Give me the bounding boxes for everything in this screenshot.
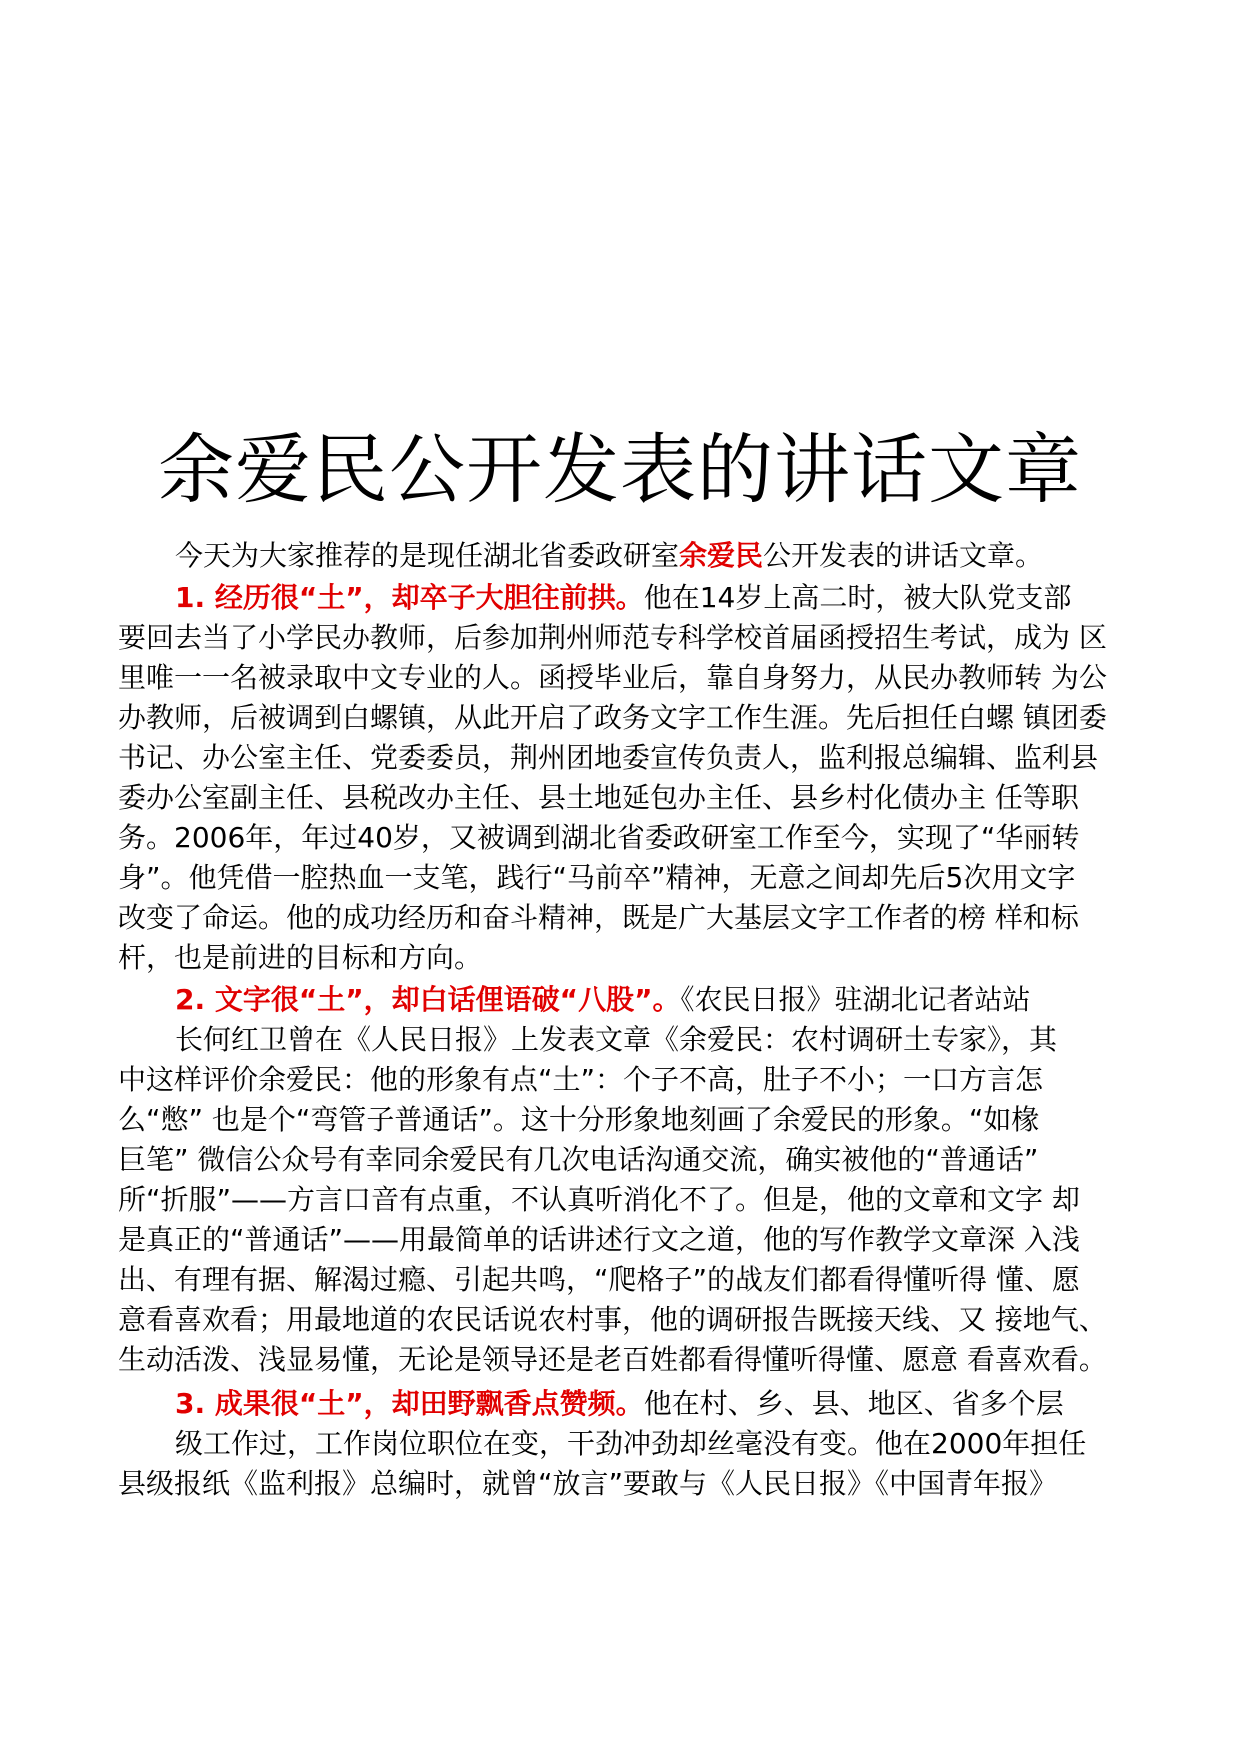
section-1-line: 委办公室副主任、县税改办主任、县土地延包办主任、县乡村化债办主 任等职 [118,781,1079,814]
section-3-heading: 3. 成果很“土”，却田野飘香点赞频。 [175,1387,644,1420]
intro-text-before: 今天为大家推荐的是现任湖北省委政研室 [175,539,680,572]
section-2-first-line [175,980,1125,1020]
section-2-line: 意看喜欢看；用最地道的农民话说农村事，他的调研报告既接天线、又 接地气、 [118,1303,1107,1336]
section-2-indent-line: 长何红卫曾在《人民日报》上发表文章《余爱民：农村调研土专家》，其 [175,1023,1058,1056]
section-2-line: 出、有理有据、解渴过瘾、引起共鸣，“爬格子”的战友们都看得懂听得 懂、愿 [118,1263,1080,1296]
section-1-line: 杆，也是前进的目标和方向。 [118,941,483,974]
section-1-first-text: 他在14岁上高二时，被大队党支部 [643,581,1072,614]
document-title: 余爱民公开发表的讲话文章 [158,425,1082,514]
section-3-first-line [175,1384,1125,1424]
section-2-heading: 2. 文字很“土”，却白话俚语破“八股”。 [175,983,681,1016]
section-1-first-line [175,578,1125,618]
section-2-line: 巨笔” 微信公众号有幸同余爱民有几次电话沟通交流，确实被他的“普通话” [118,1143,1039,1176]
section-1-line: 改变了命运。他的成功经历和奋斗精神，既是广大基层文字工作者的榜 样和标 [118,901,1079,934]
section-1-line: 里唯一一名被录取中文专业的人。函授毕业后，靠自身努力，从民办教师转 为公 [118,661,1107,694]
section-1-heading: 1. 经历很“土”，却卒子大胆往前拱。 [175,581,644,614]
section-2-line: 生动活泼、浅显易懂，无论是领导还是老百姓都看得懂听得懂、愿意 看喜欢看。 [118,1343,1107,1376]
section-1-line: 要回去当了小学民办教师，后参加荆州师范专科学校首届函授招生考试，成为 区 [118,621,1107,654]
intro-paragraph [175,536,1125,576]
section-3-first-text: 他在村、乡、县、地区、省多个层 [643,1387,1064,1420]
section-1-line: 书记、办公室主任、党委委员，荆州团地委宣传负责人，监利报总编辑、监利县 [118,741,1099,774]
section-1-line: 身”。他凭借一腔热血一支笔，践行“马前卒”精神，无意之间却先后5次用文字 [118,861,1076,894]
section-1-line: 务。2006年，年过40岁，又被调到湖北省委政研室工作至今，实现了“华丽转 [118,821,1080,854]
highlight-name: 余爱民 [679,539,764,572]
section-2-first-text: 《农民日报》驻湖北记者站站 [680,983,1031,1016]
intro-text-after: 公开发表的讲话文章。 [763,539,1044,572]
section-2-line: 么“憋” 也是个“弯管子普通话”。这十分形象地刻画了余爱民的形象。“如椽 [118,1103,1040,1136]
section-3-indent-line: 级工作过，工作岗位职位在变，干劲冲劲却丝毫没有变。他在2000年担任 [175,1427,1087,1460]
section-3-line: 县级报纸《监利报》总编时，就曾“放言”要敢与《人民日报》《中国青年报》 [118,1467,1058,1500]
section-2-line: 所“折服”——方言口音有点重，不认真听消化不了。但是，他的文章和文字 却 [118,1183,1080,1216]
section-2-line: 是真正的“普通话”——用最简单的话讲述行文之道，他的写作教学文章深 入浅 [118,1223,1080,1256]
section-1-line: 办教师，后被调到白螺镇，从此开启了政务文字工作生涯。先后担任白螺 镇团委 [118,701,1107,734]
section-2-line: 中这样评价余爱民：他的形象有点“土”：个子不高，肚子不小；一口方言怎 [118,1063,1044,1096]
